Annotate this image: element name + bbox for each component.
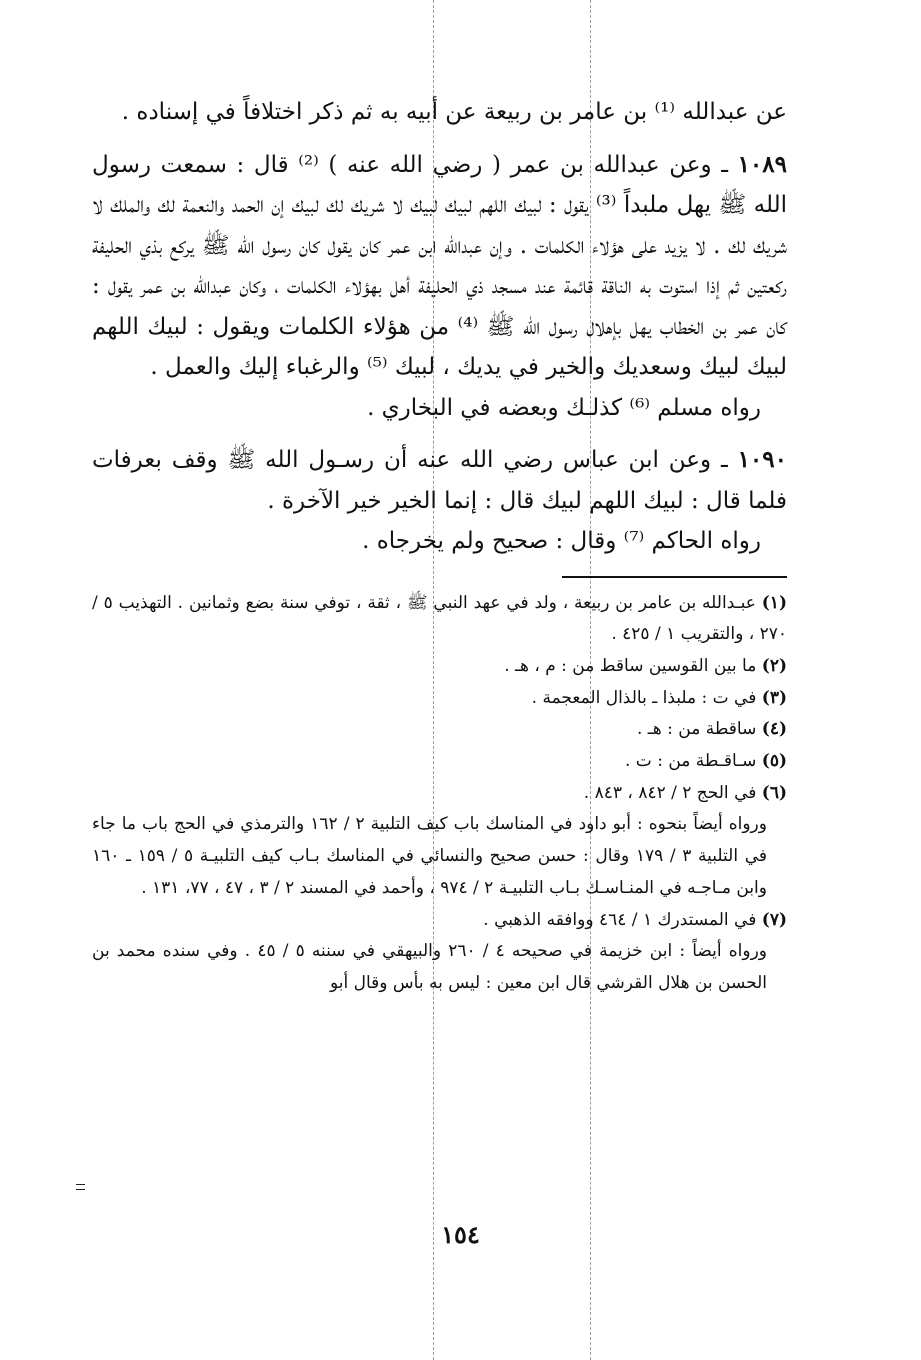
footnote-mark: (٥) (761, 751, 787, 772)
hadith-source: رواه الحاكم ⁽⁷⁾ وقال : صحيح ولم يخرجاه . (362, 528, 761, 554)
footnote-text: ورواه أيضاً بنحوه : أبو داود في المناسك باب كيف التلبية ٢ / ١٦٢ والترمذي في الحج باب ما جاء في التلبية ٣ / ١٧٩ وقال : حسن صحيح والنسائي في المناسك بـاب كيف التلبيـة ٥ / ١٥٩ ـ ١٦٠ وابن مـاجـه في المنـاسـك بـاب التلبيـة ٢ / ٩٧٤ ، وأحمد في المسند ٢ / ٣ ، ٤٧ ، ٧٧، ١٣١ . (92, 814, 767, 898)
page-number: ١٥٤ (441, 1220, 480, 1249)
main-text (92, 92, 787, 562)
page-body (92, 92, 787, 1000)
footnote (92, 651, 787, 683)
footnote (92, 778, 787, 810)
footnote (92, 746, 787, 778)
footnote-text: سـاقـطة من : ت . (624, 751, 762, 772)
continuation-line: عن عبدالله ⁽¹⁾ بن عامر بن ربيعة عن أبيه به ثم ذكر اختلافاً في إسناده . (121, 99, 787, 125)
footnote-text: في الحج ٢ / ٨٤٢ ، ٨٤٣ . (583, 782, 762, 803)
hadith-text: ـ وعن عبدالله بن عمر ( رضي الله عنه ) ⁽²⁾ قال : سمعت رسول الله ﷺ يهل ملبداً ⁽³⁾ يقول : لبيك اللهم لبيك لبيك لا شريك لك لبيك إن الحمد والنعمة لك والملك لا شريك لك . لا يزيد على هؤلاء الكلمات . وإن عبدالله ابن عمر كان يقول كان رسول الله ﷺ يركع بذي الحليفة ركعتين ثم إذا استوت به الناقة قائمة عند مسجد ذي الحليفة أهل بهؤلاء الكلمات ، وكان عبدالله بن عمر يقول : كان عمر بن الخطاب يهل بإهلال رسول الله ﷺ ⁽⁴⁾ من هؤلاء الكلمات ويقول : لبيك اللهم لبيك لبيك وسعديك والخير في يديك ، لبيك ⁽⁵⁾ والرغباء إليك والعمل . (92, 151, 787, 380)
footnote-text: ساقطة من : هـ . (637, 719, 762, 740)
footnote-mark: (٢) (761, 655, 787, 676)
footnote-continuation (92, 809, 787, 904)
hadith-source: رواه مسلم ⁽⁶⁾ كذلـك وبعضه في البخاري . (367, 394, 761, 421)
hadith-number: ١٠٩٠ (737, 446, 787, 473)
hadith-1090 (92, 440, 787, 521)
footnote-mark: (٦) (761, 782, 787, 803)
continuation-mark (76, 1184, 85, 1190)
hadith-1089 (92, 145, 787, 388)
footnote-mark: (٣) (761, 687, 787, 708)
footnote (92, 905, 787, 937)
hadith-text: ـ وعن ابن عباس رضي الله عنه أن رسـول الله ﷺ وقف بعرفات فلما قال : لبيك اللهم لبيك قال : إنما الخير خير الآخرة . (92, 447, 787, 514)
footnote-text: ورواه أيضاً : ابن خزيمة في صحيحه ٤ / ٢٦٠ والبيهقي في سننه ٥ / ٤٥ . وفي سنده محمد بن الحسن بن هلال القرشي قال ابن معين : ليس به بأس وقال أبو (92, 941, 767, 993)
footnote-text: في ت : ملبذا ـ بالذال المعجمة . (531, 687, 762, 708)
footnote-mark: (١) (761, 592, 787, 613)
footnote-separator (562, 576, 787, 578)
footnote (92, 683, 787, 715)
footnote-mark: (٤) (761, 719, 787, 740)
footnote-text: في المستدرك ١ / ٤٦٤ ووافقه الذهبي . (483, 909, 762, 930)
footnote-mark: (٧) (761, 909, 787, 930)
footnotes (92, 588, 787, 1000)
hadith-number: ١٠٨٩ (737, 150, 787, 178)
footnote (92, 714, 787, 746)
footnote (92, 588, 787, 651)
footnote-text: ما بين القوسين ساقط من : م ، هـ . (504, 655, 762, 676)
footnote-text: عبـدالله بن عامر بن ربيعة ، ولد في عهد النبي ﷺ ، ثقة ، توفي سنة بضع وثمانين . التهذيب ٥ / ٢٧٠ ، والتقريب ١ / ٤٢٥ . (92, 592, 787, 645)
footnote-continuation (92, 936, 787, 999)
